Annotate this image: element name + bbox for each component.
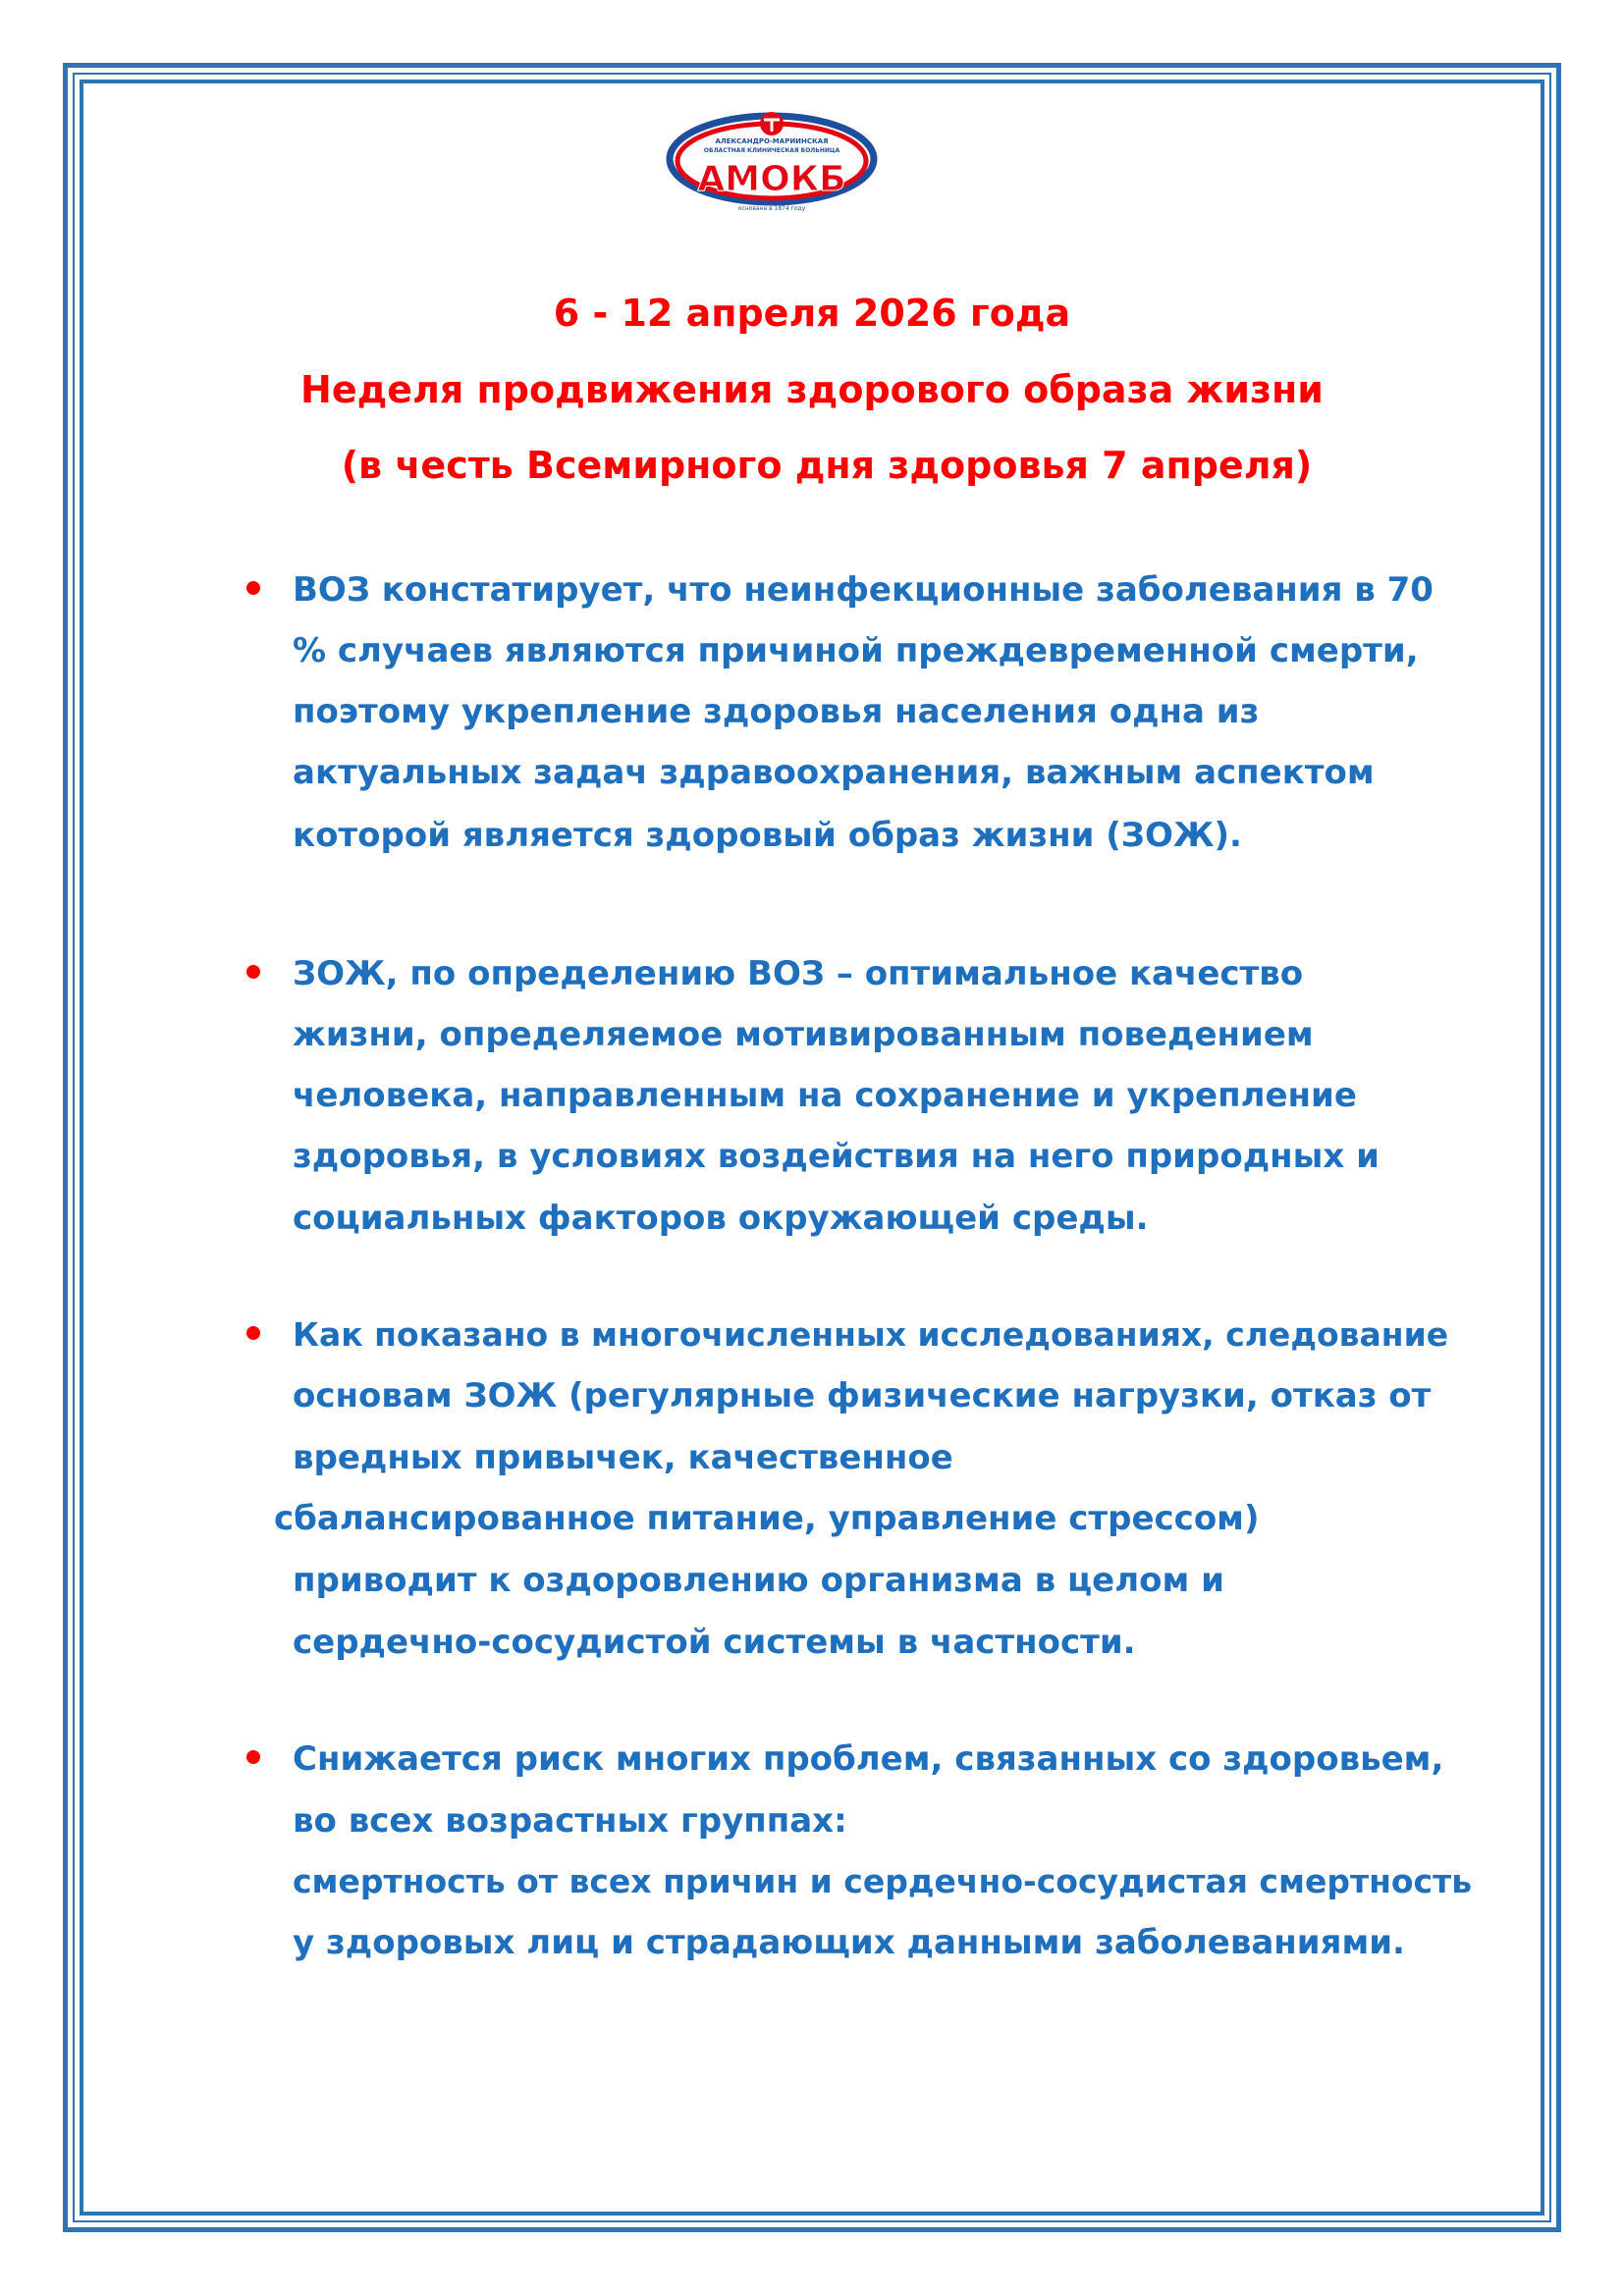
list-item-line: здоровья, в условиях воздействия на него природных и: [293, 1137, 1380, 1176]
hospital-logo: [666, 110, 878, 232]
list-item-line: у здоровых лиц и страдающих данными заболеваниями.: [293, 1923, 1405, 1962]
event-date: 6 - 12 апреля 2026 года: [553, 292, 1071, 335]
list-item-line: Снижается риск многих проблем, связанных со здоровьем,: [293, 1739, 1444, 1779]
page-title: Неделя продвижения здорового образа жизни: [300, 368, 1324, 411]
list-item-line: вредных привычек, качественное: [293, 1438, 953, 1477]
list-item-line: смертность от всех причин и сердечно-сосудистая смертность: [293, 1862, 1473, 1900]
list-item-line: поэтому укрепление здоровья населения одна из: [293, 692, 1260, 731]
list-item-line: приводит к оздоровлению организма в целом и: [293, 1561, 1224, 1600]
list-item-line: ЗОЖ, по определению ВОЗ – оптимальное качество: [293, 954, 1304, 993]
bullet-icon: [246, 1750, 260, 1764]
list-item-line: % случаев являются причиной преждевременной смерти,: [293, 631, 1419, 670]
list-item-line: сбалансированное питание, управление стрессом): [274, 1499, 1260, 1538]
list-item-line: во всех возрастных группах:: [293, 1801, 847, 1841]
logo-org-line1: АЛЕКСАНДРО-МАРИИНСКАЯ: [715, 137, 829, 145]
list-item-line: сердечно-сосудистой системы в частности.: [293, 1623, 1136, 1662]
list-item-line: ВОЗ констатирует, что неинфекционные заболевания в 70: [293, 570, 1434, 610]
list-item-line: социальных факторов окружающей среды.: [293, 1199, 1149, 1238]
list-item-line: актуальных задач здравоохранения, важным аспектом: [293, 753, 1375, 792]
bullet-icon: [246, 581, 260, 595]
list-item-line: Как показано в многочисленных исследованиях, следование: [293, 1315, 1449, 1354]
list-item-line: человека, направленным на сохранение и укрепление: [293, 1076, 1357, 1115]
bullet-icon: [246, 1326, 260, 1340]
bullet-icon: [246, 965, 260, 979]
logo-abbr: АМОКБ: [697, 159, 846, 199]
list-item-line: основам ЗОЖ (регулярные физические нагрузки, отказ от: [293, 1376, 1432, 1415]
list-item-line: жизни, определяемое мотивированным поведением: [293, 1015, 1314, 1054]
logo-org-line2: ОБЛАСТНАЯ КЛИНИЧЕСКАЯ БОЛЬНИЦА: [703, 147, 840, 154]
list-item-line: которой является здоровый образ жизни (ЗОЖ).: [293, 816, 1242, 855]
page-subtitle: (в честь Всемирного дня здоровья 7 апреля): [341, 444, 1313, 487]
logo-founded: основана в 1874 году: [737, 205, 806, 212]
